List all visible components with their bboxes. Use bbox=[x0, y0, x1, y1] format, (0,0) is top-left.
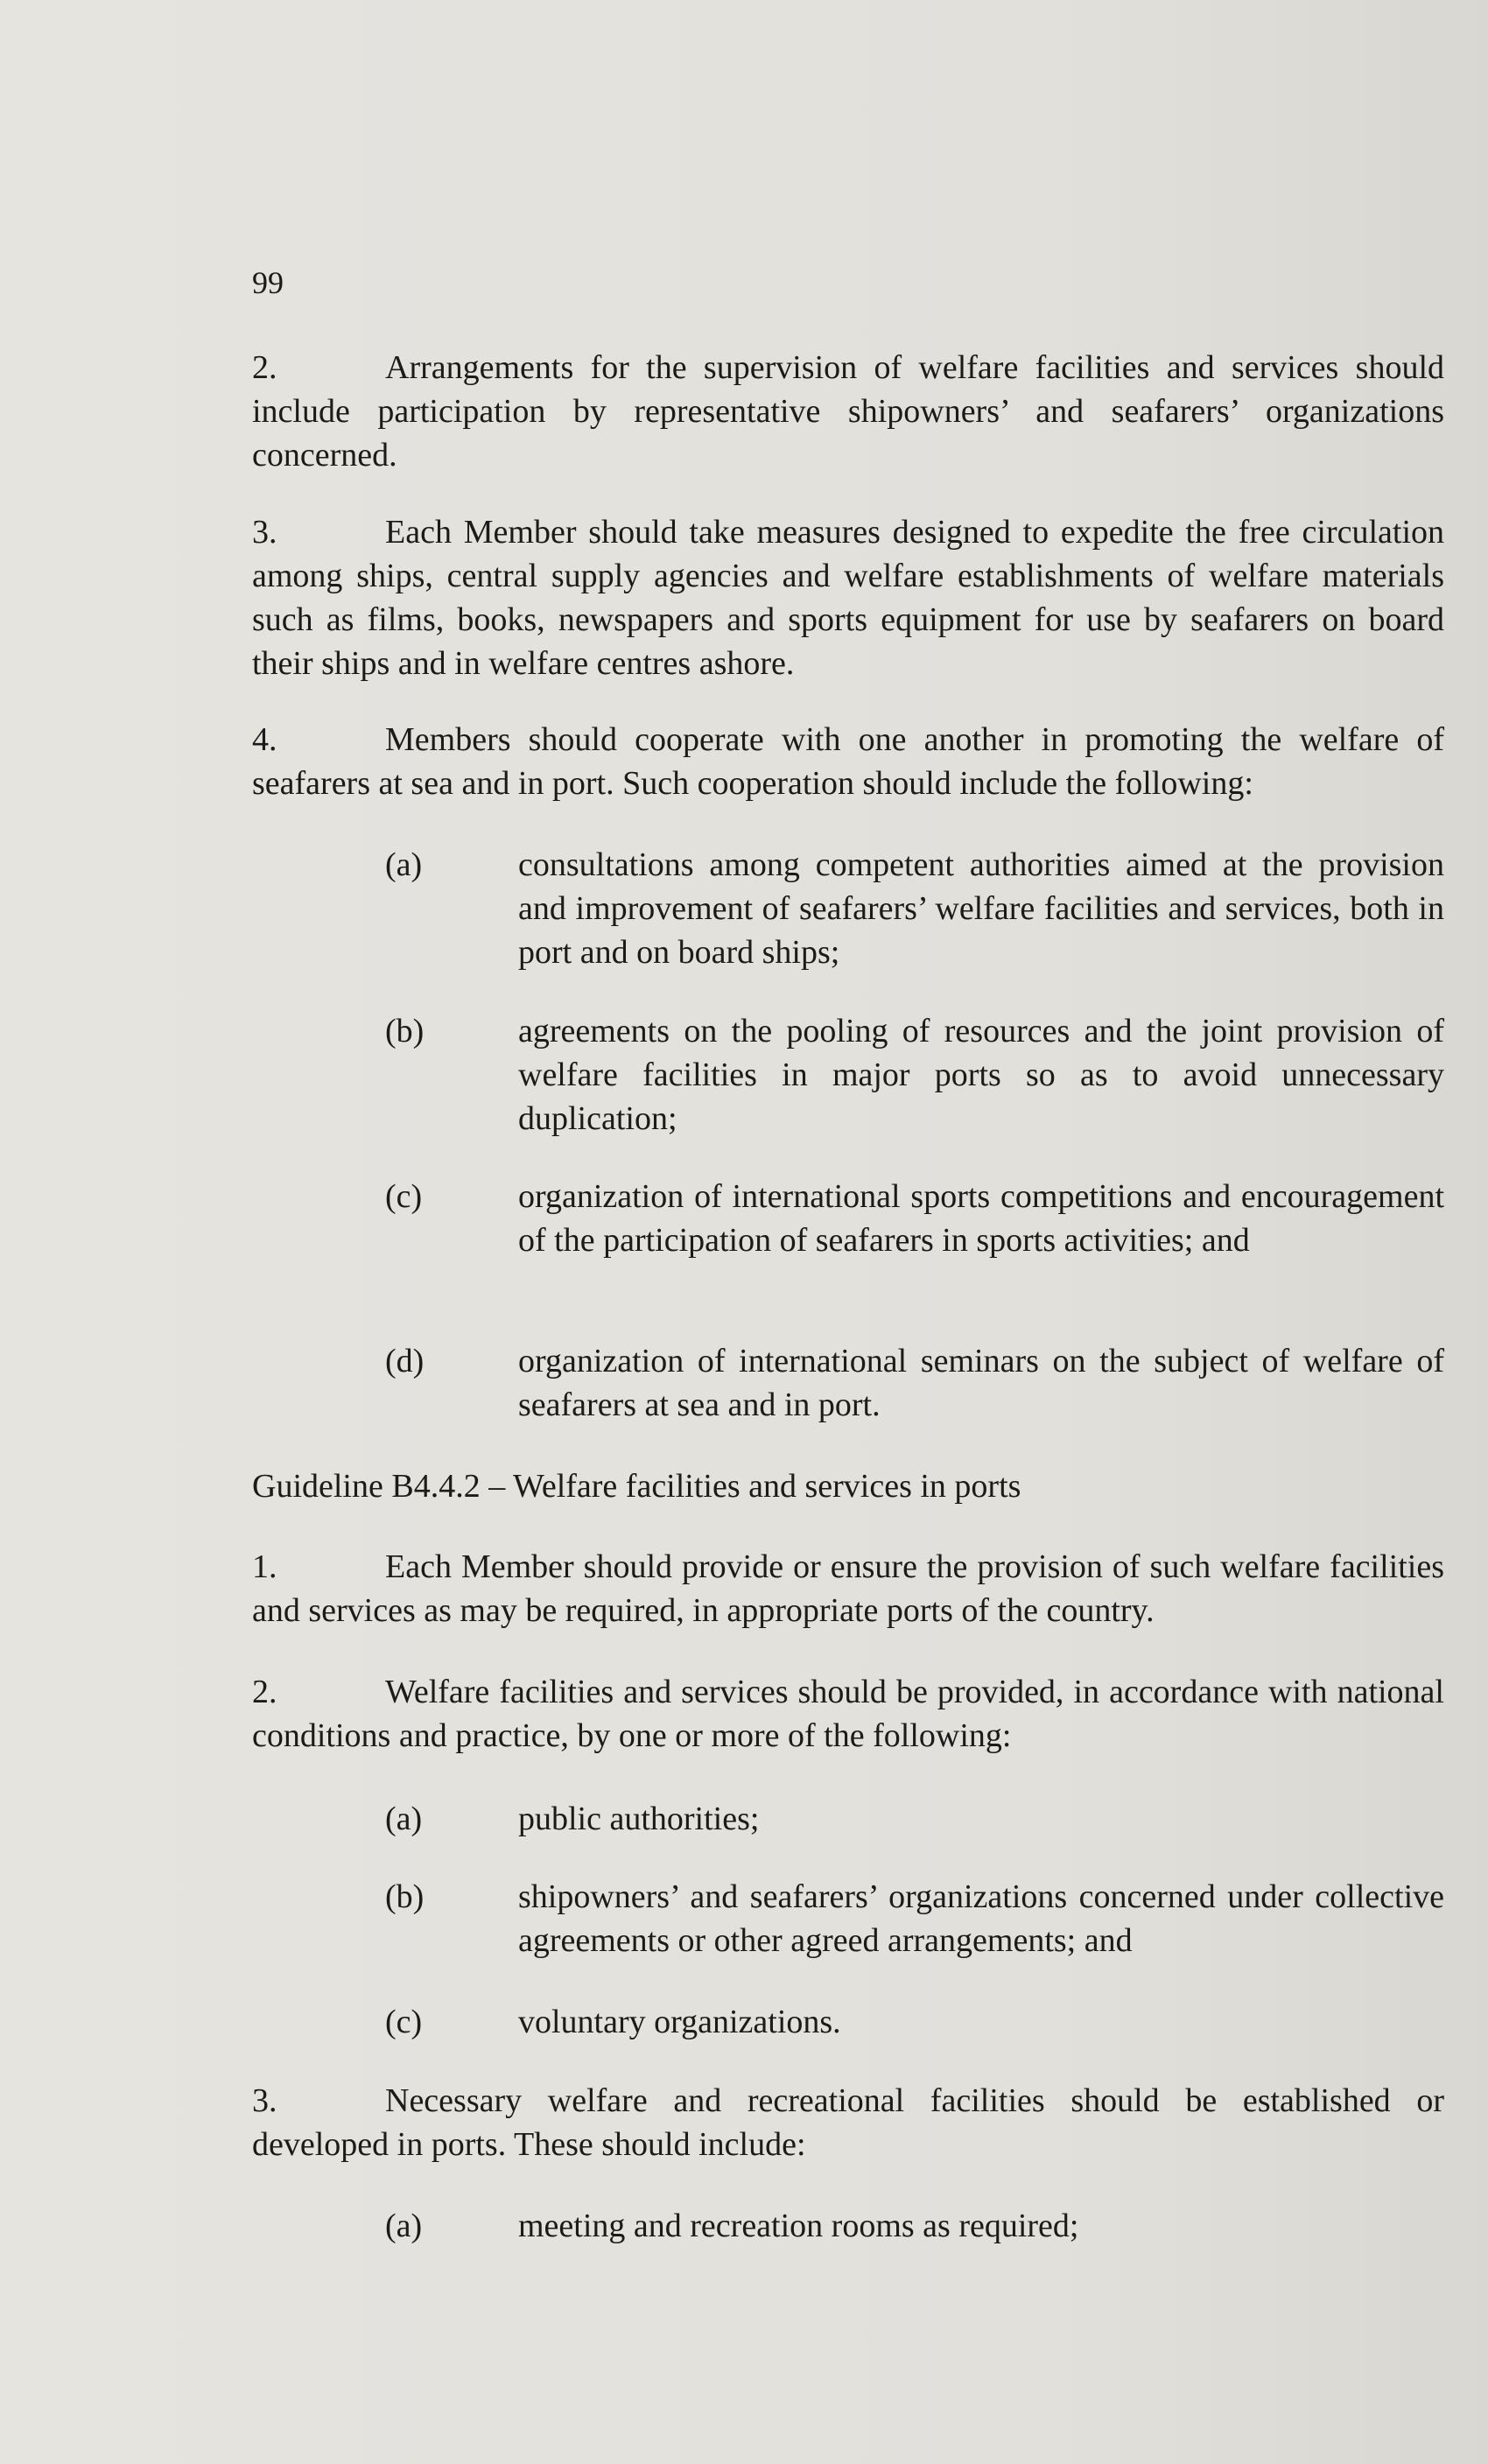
list-text: voluntary organizations. bbox=[518, 2004, 841, 2040]
guideline-paragraph-2 bbox=[252, 1670, 1444, 1758]
paragraph-number: 2. bbox=[252, 1674, 277, 1710]
paragraph-text: Necessary welfare and recreational facilities should be established or developed in ports. These should include: bbox=[252, 2082, 1444, 2163]
paragraph-text: Arrangements for the supervision of welfare facilities and services should include participation by representative shipowners’ and seafarers’ organizations concerned. bbox=[252, 349, 1444, 474]
list-item bbox=[252, 2204, 1444, 2248]
list-letter: (a) bbox=[385, 1801, 423, 1837]
list-letter: (b) bbox=[385, 1013, 425, 1049]
paragraph-2 bbox=[252, 346, 1444, 477]
page-number: 99 bbox=[252, 265, 284, 300]
list-item bbox=[252, 843, 1444, 974]
paragraph-text: Each Member should provide or ensure the provision of such welfare facilities and services as may be required, in appropriate ports of the country. bbox=[252, 1548, 1444, 1629]
list-letter: (a) bbox=[385, 846, 423, 883]
list-text: organization of international sports competitions and encouragement of the participation of seafarers in sports activities; and bbox=[518, 1178, 1444, 1259]
list-letter: (c) bbox=[385, 1178, 423, 1215]
paragraph-number: 2. bbox=[252, 349, 277, 386]
paragraph-4 bbox=[252, 718, 1444, 805]
paragraph-text: Members should cooperate with one another in promoting the welfare of seafarers at sea and in port. Such cooperation should include the following: bbox=[252, 721, 1444, 802]
paragraph-text: Welfare facilities and services should be provided, in accordance with national conditions and practice, by one or more of the following: bbox=[252, 1674, 1444, 1754]
paragraph-text: Each Member should take measures designed to expedite the free circulation among ships, central supply agencies and welfare establishments of welfare materials such as films, books, newspapers and sports equipment for use by seafarers on board their ships and in welfare centres ashore. bbox=[252, 514, 1444, 682]
list-item bbox=[252, 1339, 1444, 1427]
list-letter: (d) bbox=[385, 1343, 425, 1379]
list-text: meeting and recreation rooms as required; bbox=[518, 2208, 1079, 2244]
paragraph-number: 1. bbox=[252, 1548, 277, 1585]
guideline-paragraph-3 bbox=[252, 2079, 1444, 2166]
guideline-paragraph-1 bbox=[252, 1545, 1444, 1632]
list-letter: (b) bbox=[385, 1878, 425, 1915]
list-text: organization of international seminars on the subject of welfare of seafarers at sea and in port. bbox=[518, 1343, 1444, 1423]
list-text: consultations among competent authorities aimed at the provision and improvement of seafarers’ welfare facilities and services, both in port and on board ships; bbox=[518, 846, 1444, 971]
paragraph-number: 3. bbox=[252, 2082, 277, 2119]
list-item bbox=[252, 1009, 1444, 1141]
list-item bbox=[252, 1175, 1444, 1262]
list-item bbox=[252, 2000, 1444, 2044]
list-item bbox=[252, 1797, 1444, 1841]
guideline-heading: Guideline B4.4.2 – Welfare facilities and services in ports bbox=[252, 1468, 1021, 1505]
paragraph-number: 3. bbox=[252, 514, 277, 551]
list-text: shipowners’ and seafarers’ organizations concerned under collective agreements or other agreed arrangements; and bbox=[518, 1878, 1444, 1959]
paragraph-number: 4. bbox=[252, 721, 277, 758]
list-text: public authorities; bbox=[518, 1801, 760, 1837]
list-letter: (a) bbox=[385, 2208, 423, 2244]
paragraph-3 bbox=[252, 510, 1444, 685]
list-text: agreements on the pooling of resources and the joint provision of welfare facilities in major ports so as to avoid unnecessary duplication; bbox=[518, 1013, 1444, 1137]
list-letter: (c) bbox=[385, 2004, 423, 2040]
list-item bbox=[252, 1875, 1444, 1962]
